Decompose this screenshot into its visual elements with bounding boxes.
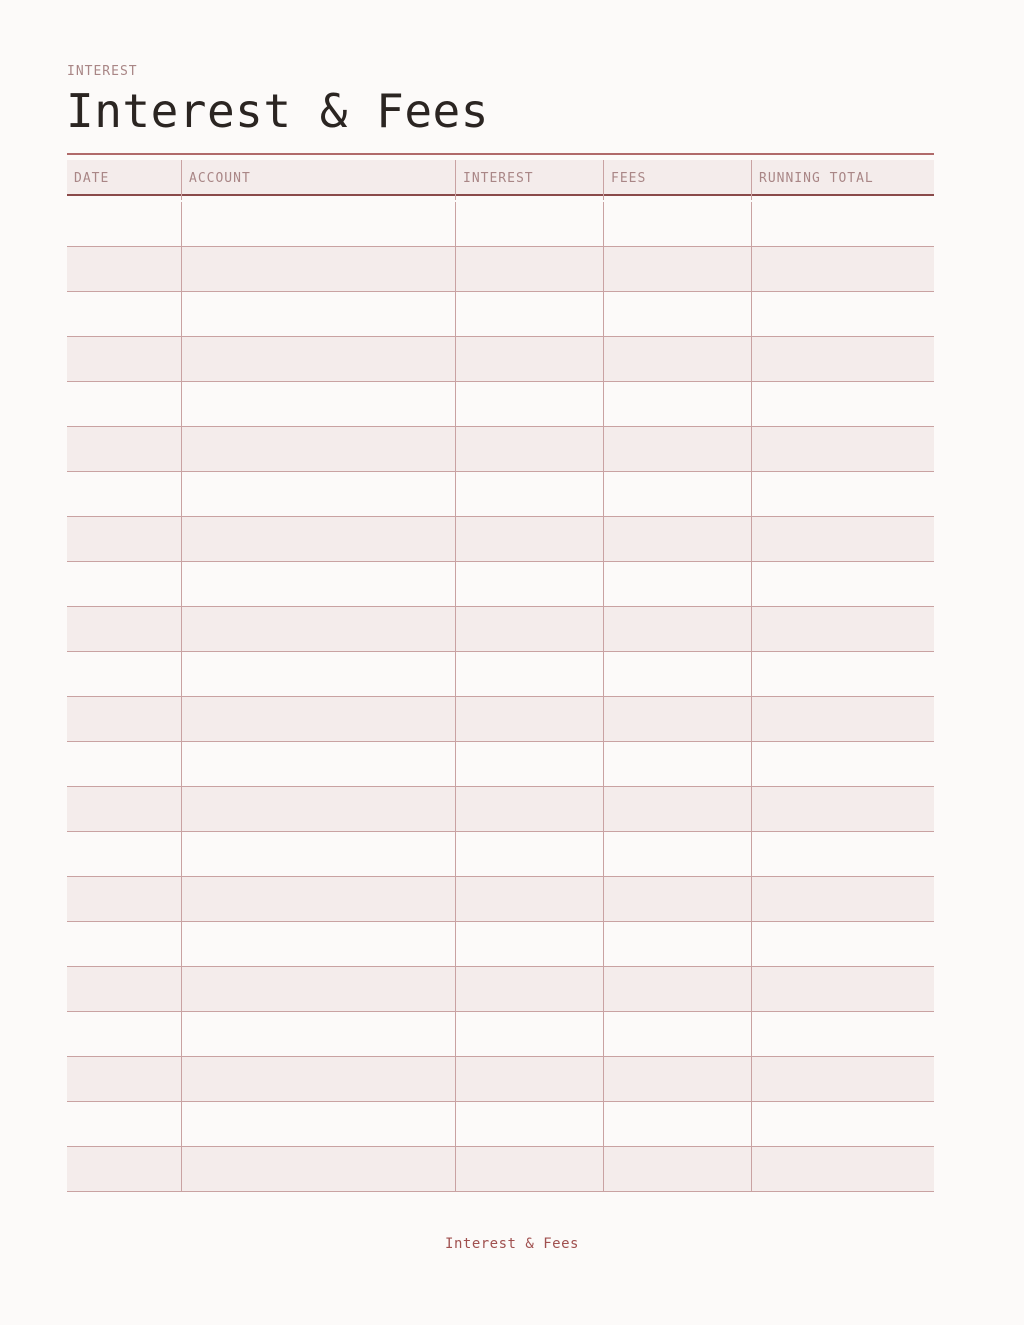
cell-account[interactable] [181,382,455,426]
cell-interest[interactable] [455,787,603,831]
cell-fees[interactable] [603,877,751,921]
table-header-row [67,160,934,196]
cell-fees[interactable] [603,967,751,1011]
cell-date[interactable] [67,607,181,651]
cell-fees[interactable] [603,607,751,651]
table-row [67,472,934,517]
cell-fees[interactable] [603,922,751,966]
cell-date[interactable] [67,337,181,381]
cell-date[interactable] [67,1012,181,1056]
cell-account[interactable] [181,742,455,786]
cell-running-total[interactable] [751,247,934,291]
ledger-table [67,160,934,1192]
cell-interest[interactable] [455,877,603,921]
cell-date[interactable] [67,472,181,516]
cell-running-total[interactable] [751,787,934,831]
cell-fees[interactable] [603,337,751,381]
cell-date[interactable] [67,697,181,741]
cell-running-total[interactable] [751,292,934,336]
cell-interest[interactable] [455,967,603,1011]
cell-running-total[interactable] [751,337,934,381]
cell-account[interactable] [181,652,455,696]
table-row [67,1102,934,1147]
page-footer: Interest & Fees [445,1236,579,1252]
table-row [67,337,934,382]
cell-date[interactable] [67,742,181,786]
table-row [67,697,934,742]
table-row [67,742,934,787]
table-row [67,247,934,292]
cell-interest[interactable] [455,607,603,651]
table-row [67,292,934,337]
cell-interest[interactable] [455,427,603,471]
table-row [67,562,934,607]
cell-running-total[interactable] [751,607,934,651]
page-title: Interest & Fees [66,84,489,138]
cell-running-total[interactable] [751,472,934,516]
cell-interest[interactable] [455,382,603,426]
cell-date[interactable] [67,1057,181,1101]
cell-fees[interactable] [603,1147,751,1191]
table-row [67,787,934,832]
table-row [67,877,934,922]
cell-date[interactable] [67,382,181,426]
cell-account[interactable] [181,247,455,291]
cell-interest[interactable] [455,1057,603,1101]
cell-date[interactable] [67,652,181,696]
cell-date[interactable] [67,562,181,606]
cell-account[interactable] [181,472,455,516]
cell-running-total[interactable] [751,562,934,606]
cell-running-total[interactable] [751,742,934,786]
cell-interest[interactable] [455,742,603,786]
cell-fees[interactable] [603,787,751,831]
cell-running-total[interactable] [751,427,934,471]
cell-account[interactable] [181,202,455,246]
cell-account[interactable] [181,607,455,651]
cell-fees[interactable] [603,517,751,561]
cell-running-total[interactable] [751,652,934,696]
table-row [67,427,934,472]
table-body [67,202,934,1192]
table-row [67,967,934,1012]
cell-running-total[interactable] [751,1057,934,1101]
cell-fees[interactable] [603,1102,751,1146]
cell-interest[interactable] [455,1102,603,1146]
cell-account[interactable] [181,877,455,921]
table-row [67,652,934,697]
table-row [67,517,934,562]
cell-fees[interactable] [603,202,751,246]
table-row [67,1147,934,1192]
cell-interest[interactable] [455,292,603,336]
cell-interest[interactable] [455,517,603,561]
cell-account[interactable] [181,697,455,741]
cell-running-total[interactable] [751,1012,934,1056]
cell-account[interactable] [181,1102,455,1146]
cell-running-total[interactable] [751,1102,934,1146]
cell-running-total[interactable] [751,877,934,921]
cell-running-total[interactable] [751,922,934,966]
cell-interest[interactable] [455,832,603,876]
eyebrow-label: INTEREST [67,64,138,79]
cell-account[interactable] [181,832,455,876]
cell-fees[interactable] [603,1057,751,1101]
cell-date[interactable] [67,1102,181,1146]
cell-account[interactable] [181,787,455,831]
cell-interest[interactable] [455,562,603,606]
cell-account[interactable] [181,562,455,606]
table-row [67,202,934,247]
cell-account[interactable] [181,922,455,966]
column-header-interest: INTEREST [455,160,603,200]
cell-running-total[interactable] [751,517,934,561]
cell-fees[interactable] [603,292,751,336]
cell-account[interactable] [181,1012,455,1056]
cell-running-total[interactable] [751,202,934,246]
cell-date[interactable] [67,247,181,291]
cell-account[interactable] [181,1057,455,1101]
cell-interest[interactable] [455,247,603,291]
cell-fees[interactable] [603,472,751,516]
cell-account[interactable] [181,292,455,336]
table-row [67,832,934,877]
table-row [67,1012,934,1057]
cell-date[interactable] [67,427,181,471]
column-header-fees: FEES [603,160,751,200]
table-row [67,607,934,652]
cell-interest[interactable] [455,337,603,381]
cell-date[interactable] [67,832,181,876]
cell-date[interactable] [67,922,181,966]
cell-date[interactable] [67,967,181,1011]
cell-interest[interactable] [455,472,603,516]
cell-interest[interactable] [455,697,603,741]
cell-date[interactable] [67,292,181,336]
cell-running-total[interactable] [751,382,934,426]
column-header-account: ACCOUNT [181,160,455,200]
cell-running-total[interactable] [751,1147,934,1191]
cell-interest[interactable] [455,1147,603,1191]
title-rule [67,153,934,155]
cell-fees[interactable] [603,832,751,876]
cell-date[interactable] [67,787,181,831]
cell-account[interactable] [181,517,455,561]
column-header-running-total: RUNNING TOTAL [751,160,934,200]
table-row [67,1057,934,1102]
cell-account[interactable] [181,967,455,1011]
cell-fees[interactable] [603,697,751,741]
cell-account[interactable] [181,337,455,381]
cell-date[interactable] [67,517,181,561]
table-row [67,922,934,967]
cell-fees[interactable] [603,652,751,696]
cell-interest[interactable] [455,202,603,246]
cell-account[interactable] [181,427,455,471]
column-header-date: DATE [74,171,110,186]
cell-interest[interactable] [455,1012,603,1056]
cell-fees[interactable] [603,742,751,786]
cell-date[interactable] [67,877,181,921]
cell-interest[interactable] [455,922,603,966]
cell-fees[interactable] [603,1012,751,1056]
cell-running-total[interactable] [751,967,934,1011]
cell-running-total[interactable] [751,832,934,876]
cell-date[interactable] [67,1147,181,1191]
cell-account[interactable] [181,1147,455,1191]
cell-date[interactable] [67,202,181,246]
table-row [67,382,934,427]
cell-fees[interactable] [603,562,751,606]
cell-interest[interactable] [455,652,603,696]
cell-fees[interactable] [603,382,751,426]
cell-fees[interactable] [603,427,751,471]
cell-fees[interactable] [603,247,751,291]
cell-running-total[interactable] [751,697,934,741]
